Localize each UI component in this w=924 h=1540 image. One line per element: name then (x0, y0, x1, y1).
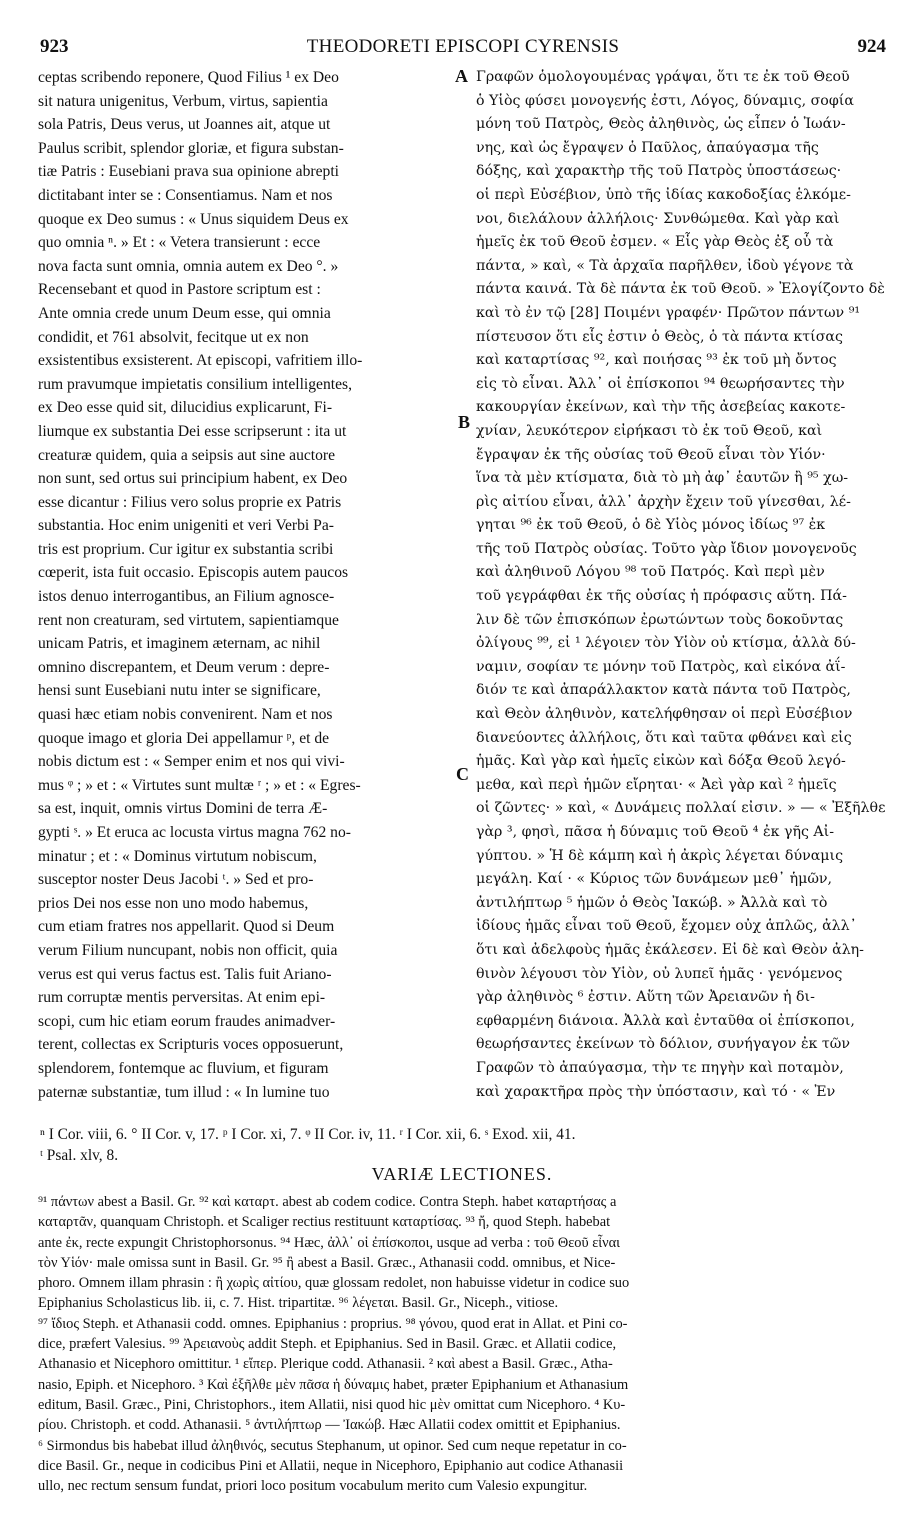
latin-text-line: susceptor noster Deus Jacobi ᵗ. » Sed et pro- (38, 871, 314, 889)
latin-text-line: liumque ex substantia Dei esse scripserunt : ita ut (38, 422, 347, 440)
variant-reading-line: ⁶ Sirmondus bis habebat illud ἀληθινός, secutus Stephanum, ut opinor. Sed cum neque repetatur in co- (38, 1437, 627, 1454)
latin-text-line: splendorem, fontemque ac fluvium, et figuram (38, 1059, 329, 1077)
greek-text-line: κακουργίαν ἐκείνων, καὶ τὴν τῆς ἀσεβείας κακοτε- (476, 399, 846, 416)
latin-text-line: omnino discrepantem, et Deum verum : depre- (38, 658, 330, 676)
running-header (40, 36, 886, 62)
greek-text-line: τῆς τοῦ Πατρὸς οὐσίας. Τοῦτο γὰρ ἴδιον μονογενοῦς (476, 540, 857, 557)
latin-text-line: esse dicantur : Filius vero solus proprie ex Patris (38, 493, 342, 511)
latin-text-line: verus est qui verus factus est. Talis fuit Ariano- (38, 965, 332, 983)
latin-text-line: hensi sunt Eusebiani nutu inter se significare, (38, 682, 321, 700)
variant-reading-line: τὸν Υἱόν· male omissa sunt in Basil. Gr. ⁹⁵ ἢ abest a Basil. Græc., Athanasii codd. omnibus, et Nice- (38, 1254, 616, 1271)
variant-reading-line: Epiphanius Scholasticus lib. ii, c. 7. Hist. tripartitæ. ⁹⁶ λέγεται. Basil. Gr., Niceph., vitiose. (38, 1295, 559, 1312)
latin-text-line: quo omnia ⁿ. » Et : « Vetera transierunt : ecce (38, 234, 321, 252)
latin-text-line: gypti ˢ. » Et eruca ac locusta virtus magna 762 no- (38, 824, 351, 841)
latin-text-line: unicam Patris, et imaginem æternam, ac nihil (38, 635, 321, 653)
greek-text-line: ὅτι καὶ ἀδελφοὺς ἡμᾶς ἐκάλεσεν. Εἰ δὲ καὶ Θεὸν ἀλη- (476, 941, 864, 958)
latin-text-line: nobis dictum est : « Semper enim et nos qui vivi- (38, 753, 345, 771)
latin-text-line: ceptas scribendo reponere, Quod Filius ¹ ex Deo (38, 69, 339, 86)
greek-text-line: οἱ περὶ Εὐσέβιον, ὑπὸ τῆς ἰδίας κακοδοξίας ἑλκόμε- (476, 186, 851, 203)
latin-text-line: sa est, inquit, omnis virtus Domini de terra Æ- (38, 800, 328, 818)
greek-text-line: ἀντιλήπτωρ ⁵ ἡμῶν ὁ Θεὸς Ἰακώβ. » Ἀλλὰ καὶ τὸ (476, 894, 828, 911)
greek-text-line: ὁ Υἱὸς φύσει μονογενής ἐστι, Λόγος, δύναμις, σοφία (476, 92, 854, 109)
greek-text-line: καὶ τὸ ἐν τῷ [28] Ποιμένι γραφέν· Πρῶτον πάντων ⁹¹ (476, 304, 861, 321)
greek-text-line: οἱ ζῶντες· » καὶ, « Δυνάμεις πολλαί εἰσιν. » — « Ἐξῆλθε (476, 800, 886, 817)
latin-text-line: scopi, cum hic etiam eorum fraudes animadver- (38, 1012, 336, 1030)
greek-text-line: Γραφῶν ὁμολογουμένας γράψαι, ὅτι τε ἐκ τοῦ Θεοῦ (476, 69, 850, 85)
greek-column (476, 66, 888, 1104)
greek-text-line: νης, καὶ ὡς ἔγραψεν ὁ Παῦλος, ἀπαύγασμα τῆς (476, 139, 819, 156)
variant-reading-line: καταρτᾶν, quanquam Christoph. et Scaliger rectius restituunt καταρτίσας. ⁹³ ἤ, quod Steph. habebat (38, 1214, 611, 1231)
variant-reading-line: Athanasio et Nicephoro omittitur. ¹ εἴπερ. Plerique codd. Athanasii. ² καὶ abest a Basil. Græc., Atha- (38, 1356, 613, 1373)
running-title: THEODORETI EPISCOPI CYRENSIS (306, 36, 620, 57)
greek-text-line: νοι, διελάλουν ἀλλήλοις· Συνθώμεθα. Καὶ γὰρ καὶ (476, 210, 840, 227)
scripture-footnotes (40, 1124, 890, 1166)
greek-text-line: ναμιν, σοφίαν τε μόνην τοῦ Πατρὸς, καὶ εἰκόνα ἀΐ- (476, 658, 846, 675)
latin-text-line: rum pravumque impietatis consilium intelligentes, (38, 375, 352, 393)
latin-text-line: tris est proprium. Cur igitur ex substantia scribi (38, 540, 334, 558)
latin-text-line: dictitabant inter se : Consentiamus. Nam et nos (38, 186, 333, 204)
greek-text-line: Γραφῶν τὸ ἀπαύγασμα, τὴν τε πηγὴν καὶ ποταμὸν, (476, 1059, 844, 1076)
greek-text-line: χνίαν, λευκότερον εἰρήκασι τὸ ἐκ τοῦ Θεοῦ, καὶ (476, 422, 823, 439)
latin-text-line: ex Deo esse quid sit, dilucidius explicarunt, Fi- (38, 399, 333, 417)
greek-text-line: πίστευσον ὅτι εἷς ἐστιν ὁ Θεὸς, ὁ τὰ πάντα κτίσας (476, 328, 843, 345)
greek-text-line: ἵνα τὰ μὲν κτίσματα, διὰ τὸ μὴ ἀφ᾽ ἑαυτῶν ἢ ⁹⁵ χω- (476, 470, 849, 487)
margin-mark-a: A (455, 66, 468, 86)
variant-reading-line: ullo, nec rectum sensum fundat, priori loco positum vocabulum merito cum Valesio expungitur. (38, 1478, 588, 1495)
latin-column (38, 66, 452, 1104)
variant-reading-line: dice, præfert Valesius. ⁹⁹ Ἀρειανοὺς addit Steph. et Epiphanius. Sed in Basil. Græc. et Allatii codice, (38, 1336, 617, 1353)
greek-text-line: λιν δὲ τῶν ἐπισκόπων ἐρωτώντων τοὺς δοκοῦντας (476, 611, 844, 628)
latin-text-line: prios Dei nos esse non uno modo habemus, (38, 894, 309, 912)
greek-text-line: δόξης, καὶ χαρακτὴρ τῆς τοῦ Πατρὸς ὑποστάσεως· (476, 163, 842, 180)
page-number-right: 924 (857, 36, 886, 57)
greek-text-line: θεωρήσαντες ἐκείνων τὸ δόλιον, συνήγαγον ἐκ τῶν (476, 1036, 850, 1053)
page-number-left: 923 (40, 36, 69, 57)
greek-text-line: γύπτου. » Ἡ δὲ κάμπη καὶ ἡ ἀκρὶς λέγεται δύναμις (476, 847, 844, 864)
variae-lectiones-title: VARIÆ LECTIONES. (371, 1164, 553, 1184)
greek-text-line: γὰρ ³, φησὶ, πᾶσα ἡ δύναμις τοῦ Θεοῦ ⁴ ἐκ γῆς Αἰ- (476, 824, 835, 840)
variant-reading-line: phoro. Omnem illam phrasin : ἢ χωρὶς αἰτίου, quæ glossam redolet, non habuisse videtur in codice suo (38, 1275, 630, 1292)
greek-text-line: ρὶς αἰτίου εἶναι, ἀλλ᾽ ἀρχὴν ἔχειν τοῦ γίνεσθαι, λέ- (476, 493, 851, 510)
margin-mark-b: B (458, 412, 471, 432)
variant-reading-line: ⁹⁷ ἴδιος Steph. et Athanasii codd. omnes. Epiphanius : proprius. ⁹⁸ γόνου, quod erat in Allat. et Pini co- (38, 1315, 628, 1332)
greek-text-line: μόνη τοῦ Πατρὸς, Θεὸς ἀληθινὸς, ὡς εἶπεν ὁ Ἰωάν- (476, 116, 846, 133)
variant-reading-line: ⁹¹ πάντων abest a Basil. Gr. ⁹² καὶ καταρτ. abest ab codem codice. Contra Steph. habet καταρτήσας a (38, 1194, 617, 1210)
latin-text-line: verum Filium nuncupant, nobis non officit, quia (38, 941, 338, 959)
latin-text-line: Paulus scribit, splendor gloriæ, et figura substan- (38, 139, 344, 157)
variant-reading-line: editum, Basil. Græc., Pini, Christophors., item Allatii, nisi quod hic μὲν omittat cum Nicephoro. ⁴ Κυ- (38, 1396, 626, 1413)
greek-text-line: ἔγραψαν ἐκ τῆς οὐσίας τοῦ Θεοῦ εἶναι τὸν Υἱόν· (476, 446, 826, 463)
latin-text-line: minatur ; et : « Dominus virtutum nobiscum, (38, 847, 317, 865)
variant-reading-line: dice Basil. Gr., neque in codicibus Pini et Allatii, neque in Nicephoro, Epiphanio aut codice Athanasii (38, 1457, 624, 1474)
scripture-note-line: ᵗ Psal. xlv, 8. (40, 1147, 119, 1164)
greek-text-line: τοῦ γεγράφθαι ἐκ τῆς οὐσίας ἡ πρόφασις αὕτη. Πά- (476, 588, 847, 605)
greek-text-line: ὀλίγους ⁹⁹, εἰ ¹ λέγοιεν τὸν Υἱὸν οὐ κτίσμα, ἀλλὰ δύ- (476, 635, 856, 652)
latin-text-line: creaturæ quidem, quia a seipsis aut sine auctore (38, 446, 336, 464)
greek-text-line: καὶ Θεὸν ἀληθινὸν, κατελήφθησαν οἱ περὶ Εὐσέβιον (476, 706, 853, 723)
margin-mark-c: C (456, 764, 469, 784)
greek-text-line: πάντα καινά. Τὰ δὲ πάντα ἐκ τοῦ Θεοῦ. » Ἐλογίζοντο δὲ (476, 281, 885, 298)
variant-reading-line: ρίου. Christoph. et codd. Athanasii. ⁵ ἀντιλήπτωρ — Ἰακώβ. Hæc Allatii codex omittit et Epiphanius. (38, 1417, 621, 1434)
latin-text-line: quoque ex Deo sumus : « Unus siquidem Deus ex (38, 210, 349, 228)
latin-text-line: sola Patris, Deus verus, ut Joannes ait, atque ut (38, 116, 331, 134)
greek-text-line: γηται ⁹⁶ ἐκ τοῦ Θεοῦ, ὁ δὲ Υἱὸς μόνος ἰδίως ⁹⁷ ἐκ (476, 517, 826, 534)
latin-text-line: quoque imago et gloria Dei appellamur ᵖ, et de (38, 729, 330, 747)
latin-text-line: quasi hæc etiam nobis convenirent. Nam et nos (38, 706, 333, 724)
greek-text-line: καὶ χαρακτῆρα πρὸς τὴν ὑπόστασιν, καὶ τό · « Ἐν (476, 1083, 836, 1100)
scripture-note-line: ⁿ I Cor. viii, 6. ° II Cor. v, 17. ᵖ I Cor. xi, 7. ᵠ II Cor. iv, 11. ʳ I Cor. xii, 6. ˢ Exod. xii, 41. (40, 1126, 576, 1143)
variant-reading-line: nasio, Epiph. et Nicephoro. ³ Καὶ ἐξῆλθε μὲν πᾶσα ἡ δύναμις habet, præter Epiphanium et Athanasium (38, 1376, 629, 1393)
latin-text-line: rent non creaturam, sed virtutem, sapientiamque (38, 611, 339, 629)
greek-text-line: διόν τε καὶ ἀπαράλλακτον κατὰ πάντα τοῦ Πατρὸς, (476, 682, 851, 699)
latin-text-line: mus ᵠ ; » et : « Virtutes sunt multæ ʳ ; » et : « Egres- (38, 776, 361, 794)
latin-text-line: Ante omnia crede unum Deum esse, qui omnia (38, 304, 331, 322)
latin-text-line: substantia. Hoc enim unigeniti et veri Verbi Pa- (38, 517, 334, 535)
latin-text-line: cœperit, ista fuit occasio. Episcopis autem paucos (38, 564, 349, 582)
latin-text-line: non sunt, sed ortus sui principium habent, ex Deo (38, 470, 348, 488)
latin-text-line: condidit, et 761 absolvit, fecitque ut ex non (38, 328, 309, 346)
latin-text-line: tiæ Patris : Eusebiani prava sua opinione abrepti (38, 163, 339, 181)
greek-text-line: ἰδίους ἡμᾶς εἶναι τοῦ Θεοῦ, ἔχομεν οὐχ ἁπλῶς, ἀλλ᾽ (476, 918, 857, 935)
variant-reading-line: ante ἐκ, recte expungit Christophorsonus. ⁹⁴ Hæc, ἀλλ᾽ οἱ ἐπίσκοποι, usque ad verba : τοῦ Θεοῦ εἶναι (38, 1234, 621, 1251)
greek-text-line: εἰς τὸ εἶναι. Ἀλλ᾽ οἱ ἐπίσκοποι ⁹⁴ θεωρήσαντες τὴν (476, 375, 845, 392)
greek-text-line: μεγάλη. Καί · « Κύριος τῶν δυνάμεων μεθ᾽ ἡμῶν, (476, 871, 833, 888)
greek-text-line: μεθα, καὶ περὶ ἡμῶν εἴρηται· « Ἀεὶ γὰρ καὶ ² ἡμεῖς (476, 776, 837, 793)
greek-text-line: εφθαρμένη διάνοια. Ἀλλὰ καὶ ἐνταῦθα οἱ ἐπίσκοποι, (476, 1012, 855, 1029)
greek-text-line: θινὸν λέγουσι τὸν Υἱὸν, οὐ λυπεῖ ἡμᾶς · γενόμενος (476, 965, 843, 982)
latin-text-line: cum etiam fratres nos appellarit. Quod si Deum (38, 918, 335, 936)
latin-text-line: exsistentibus exsisterent. At episcopi, vafritiem illo- (38, 352, 363, 370)
latin-text-line: nova facta sunt omnia, omnia autem ex Deo °. » (38, 257, 339, 275)
greek-text-line: ἡμεῖς ἐκ τοῦ Θεοῦ ἐσμεν. « Εἷς γὰρ Θεὸς ἐξ οὗ τὰ (476, 234, 834, 251)
greek-text-line: διανεύοντες ἀλλήλοις, ὅτι καὶ ταῦτα φθάνει καὶ εἰς (476, 729, 852, 746)
greek-text-line: καὶ καταρτίσας ⁹², καὶ ποιήσας ⁹³ ἐκ τοῦ μὴ ὄντος (476, 352, 837, 369)
latin-text-line: sit natura unigenitus, Verbum, virtus, sapientia (38, 92, 328, 110)
greek-text-line: γὰρ ἀληθινὸς ⁶ ἐστιν. Αὕτη τῶν Ἀρειανῶν ἡ δι- (476, 989, 815, 1006)
latin-text-line: paternæ substantiæ, tum illud : « In lumine tuo (38, 1083, 330, 1101)
latin-text-line: Recensebant et quod in Pastore scriptum est : (38, 281, 321, 299)
latin-text-line: rum corruptæ mentis perversitas. At enim epi- (38, 989, 326, 1007)
greek-text-line: καὶ ἀληθινοῦ Λόγου ⁹⁸ τοῦ Πατρός. Καὶ περὶ μὲν (476, 564, 825, 581)
greek-text-line: ἡμᾶς. Καὶ γὰρ καὶ ἡμεῖς εἰκὼν καὶ δόξα Θεοῦ λεγό- (476, 753, 846, 770)
latin-text-line: terent, collectas ex Scripturis voces opposuerunt, (38, 1036, 344, 1054)
greek-text-line: πάντα, » καὶ, « Τὰ ἀρχαῖα παρῆλθεν, ἰδοὺ γέγονε τὰ (476, 257, 854, 274)
latin-text-line: istos denuo interrogantibus, an Filium agnosce- (38, 588, 335, 606)
variae-lectiones (38, 1192, 890, 1496)
